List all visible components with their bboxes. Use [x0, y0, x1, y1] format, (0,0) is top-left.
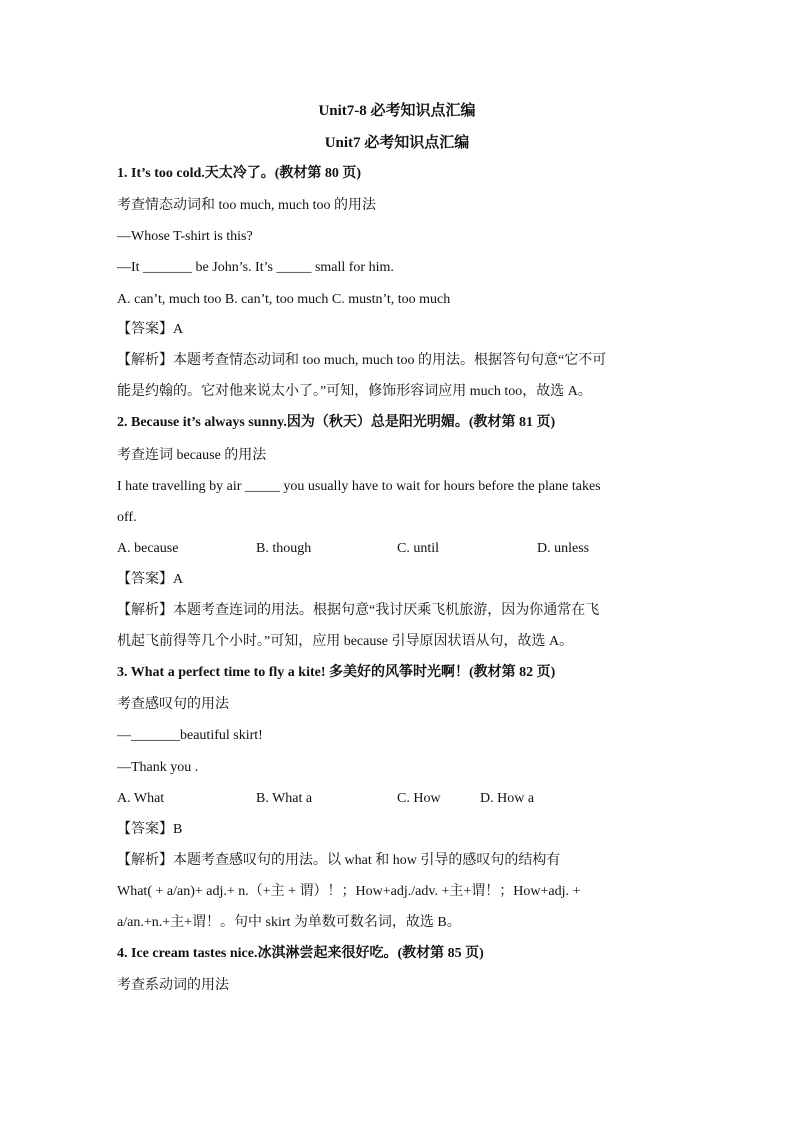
item-1-analysis-line: 【解析】本题考查情态动词和 too much, much too 的用法。根据答句句意“它不可 — [117, 353, 607, 368]
item-2-analysis-line: 机起飞前得等几个小时。”可知，应用 because 引导原因状语从句，故选 A。 — [117, 634, 574, 649]
document-title: Unit7-8 必考知识点汇编 — [318, 103, 476, 119]
item-3-option-c: C. How — [397, 791, 441, 806]
item-2-analysis-line: 【解析】本题考查连词的用法。根据句意“我讨厌乘飞机旅游，因为你通常在飞 — [117, 603, 600, 618]
item-2-option-b: B. though — [256, 541, 312, 556]
item-4-heading: 4. Ice cream tastes nice.冰淇淋尝起来很好吃。(教材第 85 页) — [117, 946, 484, 961]
item-3-option-a: A. What — [117, 791, 165, 806]
item-3-analysis-line: a/an.+n.+主+谓！。句中 skirt 为单数可数名词，故选 B。 — [117, 915, 461, 930]
item-3-topic: 考查感叹句的用法 — [117, 697, 229, 712]
item-2-answer: 【答案】A — [117, 572, 184, 587]
item-2-topic: 考查连词 because 的用法 — [117, 448, 267, 463]
item-4-topic: 考查系动词的用法 — [117, 978, 229, 993]
item-2-option-a: A. because — [117, 541, 179, 556]
item-3-question-line: —_______beautiful skirt! — [117, 728, 263, 743]
item-3-answer: 【答案】B — [117, 822, 183, 837]
item-3-option-b: B. What a — [256, 791, 313, 806]
item-1-answer: 【答案】A — [117, 322, 184, 337]
item-2-question-line: off. — [117, 510, 137, 525]
item-1-options: A. can’t, much too B. can’t, too much C. mustn’t, too much — [117, 292, 451, 307]
item-2-option-c: C. until — [397, 541, 440, 556]
item-1-analysis-line: 能是约翰的。它对他来说太小了。”可知，修饰形容词应用 much too，故选 A。 — [117, 384, 592, 399]
item-3-analysis-line: What( + a/an)+ adj.+ n.（+主 + 谓）！；How+adj./adv. +主+谓！；How+adj. + — [117, 884, 581, 899]
item-3-analysis-line: 【解析】本题考查感叹句的用法。以 what 和 how 引导的感叹句的结构有 — [117, 853, 561, 868]
item-3-question-line: —Thank you . — [117, 760, 199, 775]
item-2-heading: 2. Because it’s always sunny.因为（秋天）总是阳光明媚。(教材第 81 页) — [117, 415, 556, 430]
item-1-heading: 1. It’s too cold.天太冷了。(教材第 80 页) — [117, 166, 362, 181]
item-3-heading: 3. What a perfect time to fly a kite! 多美好的风筝时光啊！(教材第 82 页) — [117, 665, 556, 680]
item-1-question-line: —It _______ be John’s. It’s _____ small for him. — [117, 260, 394, 275]
document-subtitle: Unit7 必考知识点汇编 — [324, 135, 470, 151]
item-1-question-line: —Whose T-shirt is this? — [117, 229, 253, 244]
item-1-topic: 考查情态动词和 too much, much too 的用法 — [117, 198, 376, 213]
item-2-option-d: D. unless — [537, 541, 590, 556]
item-3-option-d: D. How a — [480, 791, 535, 806]
item-2-question-line: I hate travelling by air _____ you usually have to wait for hours before the plane takes — [117, 479, 601, 494]
